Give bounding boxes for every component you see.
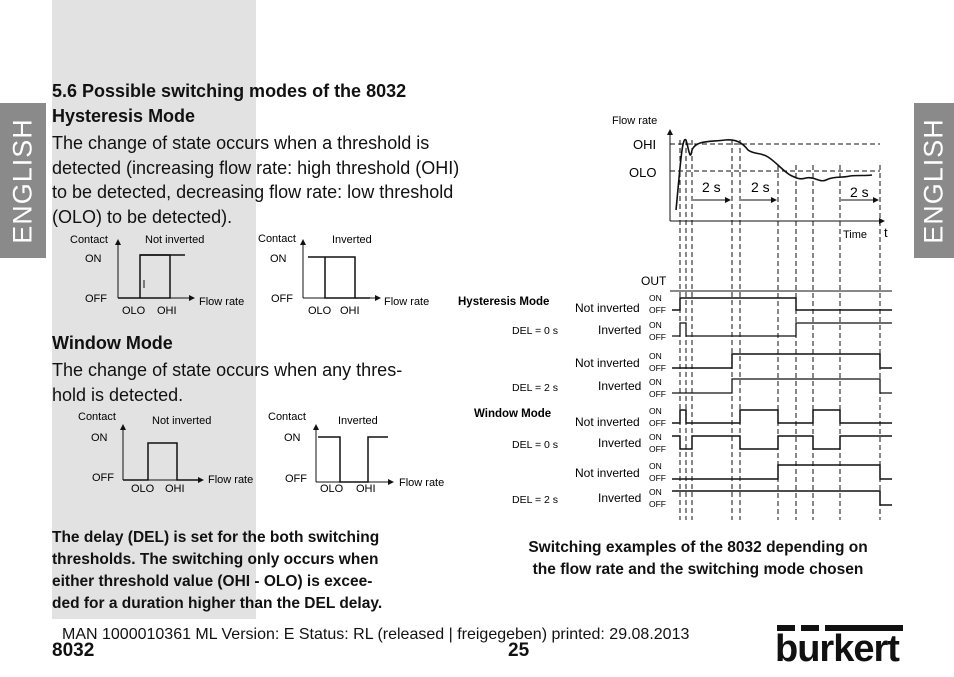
window-line: The change of state occurs when any thres- [52, 360, 403, 380]
delay-label: 2 s [751, 179, 770, 195]
ohi-label: OHI [633, 137, 657, 152]
delay-note-line: either threshold value (OHI - OLO) is excee- [52, 573, 373, 590]
del-label: DEL = 2 s [512, 494, 559, 506]
off-tag: OFF [649, 418, 666, 428]
delay-note-line: thresholds. The switching only occurs when [52, 551, 379, 568]
page-number: 25 [508, 640, 530, 661]
wave-hyst-inv-2 [672, 379, 892, 393]
label-olo: OLO [320, 483, 344, 495]
label-flow-rate: Flow rate [199, 296, 245, 308]
label-contact: Contact [268, 411, 306, 423]
hysteresis-line: to be detected, decreasing flow rate: low threshold [52, 182, 454, 202]
label-on: ON [91, 432, 108, 444]
hysteresis-mode-label: Hysteresis Mode [458, 296, 550, 308]
brand-logo: burkert [775, 628, 899, 670]
waveforms [670, 291, 892, 505]
on-tag: ON [649, 351, 662, 361]
on-tag: ON [649, 461, 662, 471]
wave-hyst-ni-0 [672, 298, 892, 310]
label-olo: OLO [122, 305, 146, 317]
label-ohi: OHI [157, 305, 177, 317]
caption-line: Switching examples of the 8032 depending on [528, 539, 868, 556]
section-heading: 5.6 Possible switching modes of the 8032 [52, 81, 407, 101]
label-off: OFF [285, 473, 307, 485]
row-not-inverted: Not inverted [575, 356, 640, 370]
row-not-inverted: Not inverted [575, 415, 640, 429]
row-labels [575, 301, 641, 505]
row-not-inverted: Not inverted [575, 301, 640, 315]
label-contact: Contact [258, 233, 296, 245]
language-tab-right-label: ENGLISH [918, 117, 949, 244]
label-off: OFF [85, 293, 107, 305]
label-ohi: OHI [356, 483, 376, 495]
wave-win-inv-2 [672, 491, 892, 505]
on-tag: ON [649, 432, 662, 442]
label-off: OFF [271, 293, 293, 305]
row-inverted: Inverted [598, 436, 642, 450]
flow-rate-curve [676, 140, 872, 210]
threshold-lines [670, 144, 880, 171]
wave-hyst-inv-0 [672, 323, 892, 336]
hysteresis-line: detected (increasing flow rate: high threshold (OHI) [52, 157, 460, 178]
caption-line: the flow rate and the switching mode chosen [532, 561, 864, 578]
row-inverted: Inverted [598, 491, 642, 505]
label-inverted: Inverted [332, 234, 372, 246]
out-label: OUT [641, 274, 667, 288]
label-flow-rate: Flow rate [384, 296, 430, 308]
hysteresis-title: Hysteresis Mode [52, 106, 196, 126]
on-tag: ON [649, 487, 662, 497]
label-olo: OLO [308, 305, 332, 317]
off-tag: OFF [649, 305, 666, 315]
language-tab-left-label: ENGLISH [7, 117, 38, 244]
row-inverted: Inverted [598, 379, 642, 393]
delay-note-line: ded for a duration higher than the DEL delay. [52, 595, 383, 612]
del-label: DEL = 0 s [512, 439, 559, 451]
time-label: Time [843, 229, 868, 241]
wave-win-ni-2 [672, 465, 892, 479]
on-tag: ON [649, 320, 662, 330]
label-not-inverted: Not inverted [152, 415, 212, 427]
window-line: hold is detected. [52, 384, 184, 405]
label-ohi: OHI [340, 305, 360, 317]
wave-hyst-ni-2 [672, 354, 892, 368]
label-on: ON [270, 253, 287, 265]
label-inverted: Inverted [338, 415, 378, 427]
label-olo: OLO [131, 483, 155, 495]
off-tag: OFF [649, 499, 666, 509]
label-ohi: OHI [165, 483, 185, 495]
off-tag: OFF [649, 444, 666, 454]
on-tag: ON [649, 293, 662, 303]
del-label: DEL = 0 s [512, 325, 559, 337]
window-title: Window Mode [52, 333, 173, 353]
off-tag: OFF [649, 363, 666, 373]
off-tag: OFF [649, 389, 666, 399]
delay-label: 2 s [850, 184, 869, 200]
window-mode-label: Window Mode [474, 408, 552, 420]
olo-label: OLO [629, 165, 657, 180]
label-contact: Contact [78, 411, 116, 423]
label-flow-rate: Flow rate [208, 474, 254, 486]
row-inverted: Inverted [598, 323, 642, 337]
document-meta-line: MAN 1000010361 ML Version: E Status: RL (released | freigegeben) printed: 29.08.2013 [62, 626, 690, 643]
label-contact: Contact [70, 234, 108, 246]
label-not-inverted: Not inverted [145, 234, 205, 246]
off-tag: OFF [649, 473, 666, 483]
off-tag: OFF [649, 332, 666, 342]
wave-win-inv-0 [672, 436, 892, 449]
delay-note-line: The delay (DEL) is set for the both switching [52, 529, 380, 546]
on-off-tags [649, 293, 666, 509]
on-tag: ON [649, 377, 662, 387]
del-label: DEL = 2 s [512, 382, 559, 394]
row-not-inverted: Not inverted [575, 466, 640, 480]
model-number: 8032 [52, 640, 95, 661]
wave-win-ni-0 [672, 410, 892, 423]
hysteresis-line: (OLO) to be detected). [52, 206, 233, 227]
hysteresis-line: The change of state occurs when a threshold is [52, 133, 430, 153]
t-label: t [884, 225, 888, 240]
label-on: ON [85, 253, 102, 265]
label-on: ON [284, 432, 301, 444]
label-off: OFF [92, 472, 114, 484]
on-tag: ON [649, 406, 662, 416]
label-flow-rate: Flow rate [399, 477, 445, 489]
flow-rate-label: Flow rate [612, 115, 658, 127]
delay-label: 2 s [702, 179, 721, 195]
